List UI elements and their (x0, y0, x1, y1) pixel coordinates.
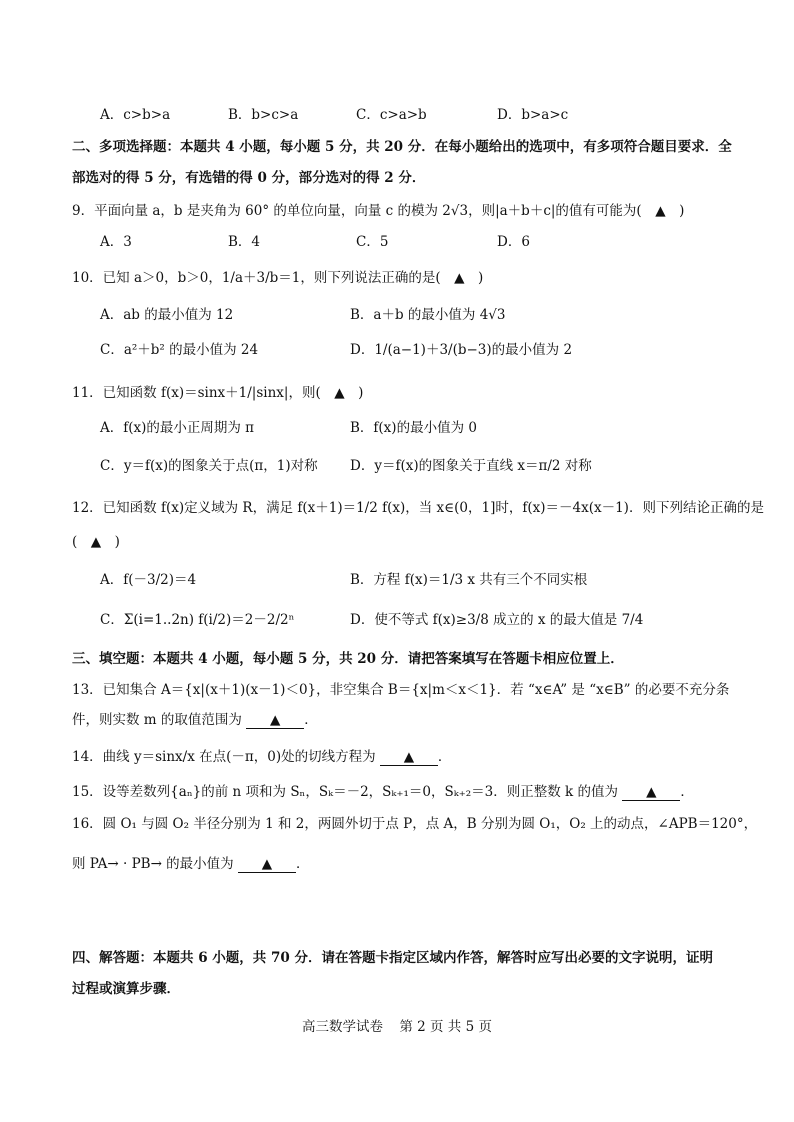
q12-option-d: D．使不等式 f(x)≥3/8 成立的 x 的最大值是 7/4 (350, 612, 644, 628)
q10-option-a: A．ab 的最小值为 12 (100, 307, 234, 323)
q8-option-d: D．b>a>c (497, 107, 569, 123)
q13-answer-blank: ▲ (246, 712, 304, 729)
q16-answer-blank: ▲ (238, 856, 296, 873)
q8-option-a: A．c>b>a (100, 107, 171, 123)
q9-stem: 9．平面向量 a，b 是夹角为 60° 的单位向量，向量 c 的模为 2√3，则|a＋b＋c|的值有可能为( ▲ ) (72, 203, 685, 219)
section2-line2: 部选对的得 5 分，有选错的得 0 分，部分选对的得 2 分． (72, 170, 426, 186)
q13-line2 (72, 708, 318, 729)
q9-option-c: C．5 (356, 234, 389, 250)
q8-option-c: C．c>a>b (356, 107, 427, 123)
q12-answer-slot: ( ▲ ) (72, 534, 120, 550)
q16-line1: 16．圆 O₁ 与圆 O₂ 半径分别为 1 和 2，两圆外切于点 P，点 A，B 分别为圆 O₁，O₂ 上的动点，∠APB＝120°， (72, 816, 758, 832)
q14-line (72, 745, 451, 766)
q10-stem: 10．已知 a＞0，b＞0，1/a＋3/b＝1，则下列说法正确的是( ▲ ) (72, 270, 484, 286)
q14-answer-blank: ▲ (380, 749, 438, 766)
q15-line (72, 780, 694, 801)
q11-option-c: C．y＝f(x)的图象关于点(π，1)对称 (100, 458, 318, 474)
q16-line2 (72, 852, 309, 873)
section3-heading: 三、填空题：本题共 4 小题，每小题 5 分，共 20 分．请把答案填写在答题卡相应位置上． (72, 651, 624, 667)
q9-option-b: B．4 (228, 234, 261, 250)
q13-period: ． (304, 712, 318, 728)
q9-option-d: D．6 (497, 234, 530, 250)
footer-title: 高三数学试卷 (302, 1019, 384, 1035)
q11-option-d: D．y＝f(x)的图象关于直线 x＝π/2 对称 (350, 458, 592, 474)
q11-stem: 11．已知函数 f(x)＝sinx＋1/|sinx|，则( ▲ ) (72, 385, 364, 401)
q13-line1: 13．已知集合 A＝{x|(x＋1)(x－1)＜0}，非空集合 B＝{x|m＜x＜1}．若 “x∈A” 是 “x∈B” 的必要不充分条 (72, 682, 730, 698)
q16-line2-text: 则 PA→ · PB→ 的最小值为 (72, 856, 234, 872)
q8-option-b: B．b>c>a (228, 107, 299, 123)
q10-option-c: C．a²＋b² 的最小值为 24 (100, 342, 259, 358)
q12-option-a: A．f(－3/2)＝4 (100, 572, 197, 588)
q15-answer-blank: ▲ (622, 784, 680, 801)
q15-period: ． (680, 784, 694, 800)
q12-option-c: C．Σ(i=1..2n) f(i/2)＝2－2/2ⁿ (100, 612, 295, 628)
q14-period: ． (437, 749, 452, 765)
section4-line1: 四、解答题：本题共 6 小题，共 70 分．请在答题卡指定区域内作答，解答时应写出必要的文字说明，证明 (72, 950, 713, 966)
q16-period: ． (295, 856, 310, 872)
q12-stem: 12．已知函数 f(x)定义域为 R，满足 f(x＋1)＝1/2 f(x)，当 x∈(0，1]时，f(x)＝－4x(x－1)．则下列结论正确的是 (72, 500, 764, 516)
q11-option-b: B．f(x)的最小值为 0 (350, 420, 477, 436)
q9-option-a: A．3 (100, 234, 132, 250)
q10-option-d: D．1/(a−1)＋3/(b−3)的最小值为 2 (350, 342, 573, 358)
q10-option-b: B．a＋b 的最小值为 4√3 (350, 307, 506, 323)
q14-text: 14．曲线 y＝sinx/x 在点(－π，0)处的切线方程为 (72, 749, 376, 765)
section4-line2: 过程或演算步骤． (72, 981, 180, 997)
q11-option-a: A．f(x)的最小正周期为 π (100, 420, 255, 436)
q12-option-b: B．方程 f(x)＝1/3 x 共有三个不同实根 (350, 572, 588, 588)
q13-line2-text: 件，则实数 m 的取值范围为 (72, 712, 242, 728)
section2-line1: 二、多项选择题：本题共 4 小题，每小题 5 分，共 20 分．在每小题给出的选项中，有多项符合题目要求．全 (72, 139, 732, 155)
page-footer (0, 1015, 794, 1035)
footer-page-number: 第 2 页 共 5 页 (399, 1019, 492, 1035)
q15-text: 15．设等差数列{aₙ}的前 n 项和为 Sₙ，Sₖ＝－2，Sₖ₊₁＝0，Sₖ₊₂＝3．则正整数 k 的值为 (72, 784, 619, 800)
